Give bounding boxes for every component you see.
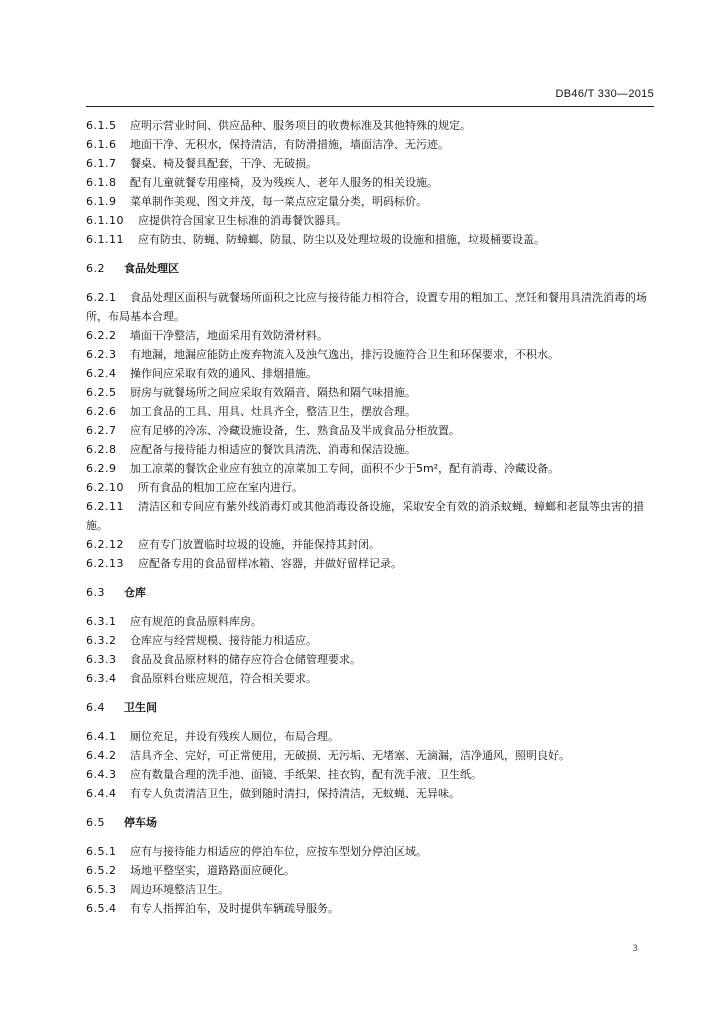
clause-text: 洁具齐全、完好，可正常使用，无破损、无污垢、无堵塞、无滴漏，洁净通风，照明良好。 (130, 749, 570, 762)
section-number: 6.5 (86, 816, 105, 829)
clause-text: 墙面干净整洁，地面采用有效防滑材料。 (130, 329, 328, 342)
clause (86, 842, 656, 861)
clause-number: 6.3.1 (86, 615, 117, 628)
clause (86, 192, 656, 211)
clause-number: 6.2.3 (86, 348, 117, 361)
clause-text: 有地漏，地漏应能防止废弃物流入及浊气逸出，排污设施符合卫生和环保要求，不积水。 (130, 348, 559, 361)
clause (86, 211, 656, 230)
section-title: 食品处理区 (124, 262, 179, 275)
clause (86, 364, 656, 383)
clause (86, 383, 656, 402)
clause-text: 应有防虫、防蝇、防蟑螂、防鼠、防尘以及处理垃圾的设施和措施，垃圾桶要设盖。 (138, 233, 545, 246)
clause (86, 402, 656, 421)
clause-number: 6.2.9 (86, 462, 117, 475)
clause (86, 784, 656, 803)
clause (86, 326, 656, 345)
document-code: DB46/T 330—2015 (555, 88, 654, 100)
clause-text: 厕位充足，并设有残疾人厕位，布局合理。 (130, 730, 339, 743)
clause-number: 6.5.3 (86, 883, 117, 896)
clause-text: 应有规范的食品原料库房。 (130, 615, 262, 628)
clause-text: 食品处理区面积与就餐场所面积之比应与接待能力相符合，设置专用的粗加工、烹饪和餐用具清洗消毒的场所，布局基本合理。 (86, 291, 647, 323)
page-content (86, 116, 656, 918)
clause-number: 6.1.7 (86, 157, 117, 170)
clause (86, 288, 656, 326)
clause-text: 加工凉菜的餐饮企业应有独立的凉菜加工专间，面积不少于5m²，配有消毒、冷藏设备。 (130, 462, 560, 475)
clause-number: 6.1.10 (86, 214, 124, 227)
clause (86, 631, 656, 650)
section-heading (86, 698, 656, 717)
clause (86, 230, 656, 249)
section-heading (86, 583, 656, 602)
clause-text: 餐桌、椅及餐具配套，干净、无破损。 (130, 157, 317, 170)
clause (86, 765, 656, 784)
clause-text: 菜单制作美观、图文并茂，每一菜点应定量分类，明码标价。 (130, 195, 427, 208)
clause-text: 加工食品的工具、用具、灶具齐全，整洁卫生，摆放合理。 (130, 405, 416, 418)
clause-text: 场地平整坚实，道路路面应硬化。 (130, 864, 295, 877)
clause-text: 食品原料台账应规范，符合相关要求。 (130, 672, 317, 685)
clause-text: 应有足够的冷冻、冷藏设施设备，生、熟食品及半成食品分柜放置。 (130, 424, 460, 437)
clause-number: 6.2.8 (86, 443, 117, 456)
clause (86, 173, 656, 192)
clause (86, 135, 656, 154)
clause (86, 746, 656, 765)
clause-text: 应有数量合理的洗手池、面镜、手纸架、挂衣钩，配有洗手液、卫生纸。 (130, 768, 482, 781)
page-number: 3 (632, 944, 638, 954)
clause-number: 6.2.4 (86, 367, 117, 380)
section-number: 6.3 (86, 586, 105, 599)
clause-text: 应提供符合国家卫生标准的消毒餐饮器具。 (138, 214, 347, 227)
clause-number: 6.2.10 (86, 481, 124, 494)
clause-text: 应有专门放置临时垃圾的设施，并能保持其封闭。 (138, 538, 380, 551)
clause (86, 497, 656, 535)
clause-number: 6.2.6 (86, 405, 117, 418)
clause (86, 899, 656, 918)
clause (86, 478, 656, 497)
clause-number: 6.5.1 (86, 845, 117, 858)
clause (86, 880, 656, 899)
clause (86, 421, 656, 440)
clause-number: 6.5.4 (86, 902, 117, 915)
clause (86, 861, 656, 880)
clause-text: 所有食品的粗加工应在室内进行。 (138, 481, 303, 494)
clause-number: 6.2.2 (86, 329, 117, 342)
section-number: 6.4 (86, 701, 105, 714)
clause (86, 459, 656, 478)
clause-text: 食品及食品原材料的储存应符合仓储管理要求。 (130, 653, 361, 666)
clause-text: 厨房与就餐场所之间应采取有效隔音、隔热和隔气味措施。 (130, 386, 416, 399)
clause (86, 554, 656, 573)
clause-number: 6.1.5 (86, 119, 117, 132)
clause-number: 6.2.13 (86, 557, 124, 570)
clause-text: 周边环境整洁卫生。 (130, 883, 229, 896)
clause (86, 612, 656, 631)
clause-number: 6.3.3 (86, 653, 117, 666)
clause-number: 6.2.1 (86, 291, 117, 304)
clause-number: 6.4.2 (86, 749, 117, 762)
clause-text: 配有儿童就餐专用座椅，及为残疾人、老年人服务的相关设施。 (130, 176, 438, 189)
clause-text: 应明示营业时间、供应品种、服务项目的收费标准及其他特殊的规定。 (130, 119, 471, 132)
clause-text: 应配备与接待能力相适应的餐饮具清洗、消毒和保洁设施。 (130, 443, 416, 456)
section-number: 6.2 (86, 262, 105, 275)
clause-text: 应有与接待能力相适应的停泊车位，应按车型划分停泊区域。 (130, 845, 427, 858)
clause-number: 6.2.7 (86, 424, 117, 437)
clause-number: 6.1.11 (86, 233, 124, 246)
section-heading (86, 813, 656, 832)
clause (86, 650, 656, 669)
clause-number: 6.1.6 (86, 138, 117, 151)
clause (86, 440, 656, 459)
clause-text: 地面干净、无积水，保持清洁，有防滑措施，墙面洁净、无污迹。 (130, 138, 449, 151)
section-title: 停车场 (124, 816, 157, 829)
clause-text: 应配备专用的食品留样冰箱、容器，并做好留样记录。 (138, 557, 402, 570)
clause-number: 6.4.3 (86, 768, 117, 781)
clause-text: 仓库应与经营规模、接待能力相适应。 (130, 634, 317, 647)
header-rule (86, 106, 654, 107)
clause-text: 有专人指挥泊车，及时提供车辆疏导服务。 (130, 902, 339, 915)
clause-text: 清洁区和专间应有紫外线消毒灯或其他消毒设备设施，采取安全有效的消杀蚊蝇、蟑螂和老鼠等虫害的措施。 (86, 500, 644, 532)
section-title: 仓库 (124, 586, 146, 599)
clause-number: 6.1.8 (86, 176, 117, 189)
clause-number: 6.3.4 (86, 672, 117, 685)
clause-text: 有专人负责清洁卫生，做到随时清扫，保持清洁，无蚊蝇、无异味。 (130, 787, 460, 800)
clause-number: 6.3.2 (86, 634, 117, 647)
clause-number: 6.2.5 (86, 386, 117, 399)
clause (86, 727, 656, 746)
section-heading (86, 259, 656, 278)
clause (86, 116, 656, 135)
clause-number: 6.2.11 (86, 500, 124, 513)
clause (86, 669, 656, 688)
clause (86, 535, 656, 554)
clause-number: 6.4.4 (86, 787, 117, 800)
section-title: 卫生间 (124, 701, 157, 714)
clause-number: 6.4.1 (86, 730, 117, 743)
clause (86, 345, 656, 364)
clause (86, 154, 656, 173)
clause-number: 6.2.12 (86, 538, 124, 551)
clause-number: 6.1.9 (86, 195, 117, 208)
clause-number: 6.5.2 (86, 864, 117, 877)
clause-text: 操作间应采取有效的通风、排烟措施。 (130, 367, 317, 380)
